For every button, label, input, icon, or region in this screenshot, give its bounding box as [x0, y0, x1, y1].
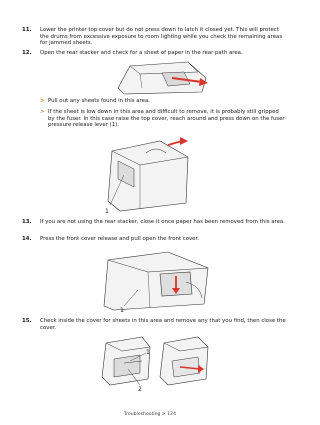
bullet-arrow-icon: >: [40, 109, 45, 115]
step-12: [22, 50, 286, 57]
step-11: [22, 27, 286, 47]
fuser-lever-illustration: [100, 131, 196, 215]
step-number: 11.: [22, 27, 32, 33]
step-number: 13.: [22, 219, 32, 225]
step-text: Open the rear stacker and check for a sheet of paper in the rear path area.: [40, 50, 243, 56]
substep-pull-sheets: [40, 98, 286, 105]
step-text: Press the front cover release and pull open the front cover.: [40, 236, 199, 242]
step-text: Check inside the cover for sheets in this area and remove any that you find, then close the cover.: [40, 318, 286, 331]
page-footer: Troubleshooting > 124: [123, 412, 177, 417]
step-number: 12.: [22, 50, 32, 56]
step-text: Lower the printer top cover but do not press down to latch it closed yet. This will protect the drums from excessive exposure to room lighting while you check the remaining areas for jammed sheets.: [40, 27, 283, 47]
substep-text: If the sheet is low down in this area and difficult to remove, it is probably still gripped by the fuser. In this case raise the top cover, reach around and press down on the fuser pressure release lever (1).: [48, 109, 285, 129]
callout-2: 2: [138, 386, 142, 393]
step-number: 14.: [22, 236, 32, 242]
rear-stacker-illustration: [110, 58, 220, 96]
step-text: If you are not using the rear stacker, close it once paper has been removed from this area.: [40, 219, 285, 225]
step-number: 15.: [22, 318, 32, 324]
substep-fuser-lever: [40, 109, 286, 129]
step-14: [22, 236, 286, 243]
inside-cover-illustration: [100, 333, 210, 393]
front-cover-illustration: [98, 246, 218, 314]
callout-1: 1: [146, 349, 150, 356]
callout-1: 1: [105, 208, 109, 215]
callout-1: 1: [120, 307, 124, 314]
substep-text: Pull out any sheets found in this area.: [48, 98, 151, 104]
step-13: [22, 219, 286, 226]
step-15: [22, 318, 286, 331]
bullet-arrow-icon: >: [40, 98, 45, 104]
